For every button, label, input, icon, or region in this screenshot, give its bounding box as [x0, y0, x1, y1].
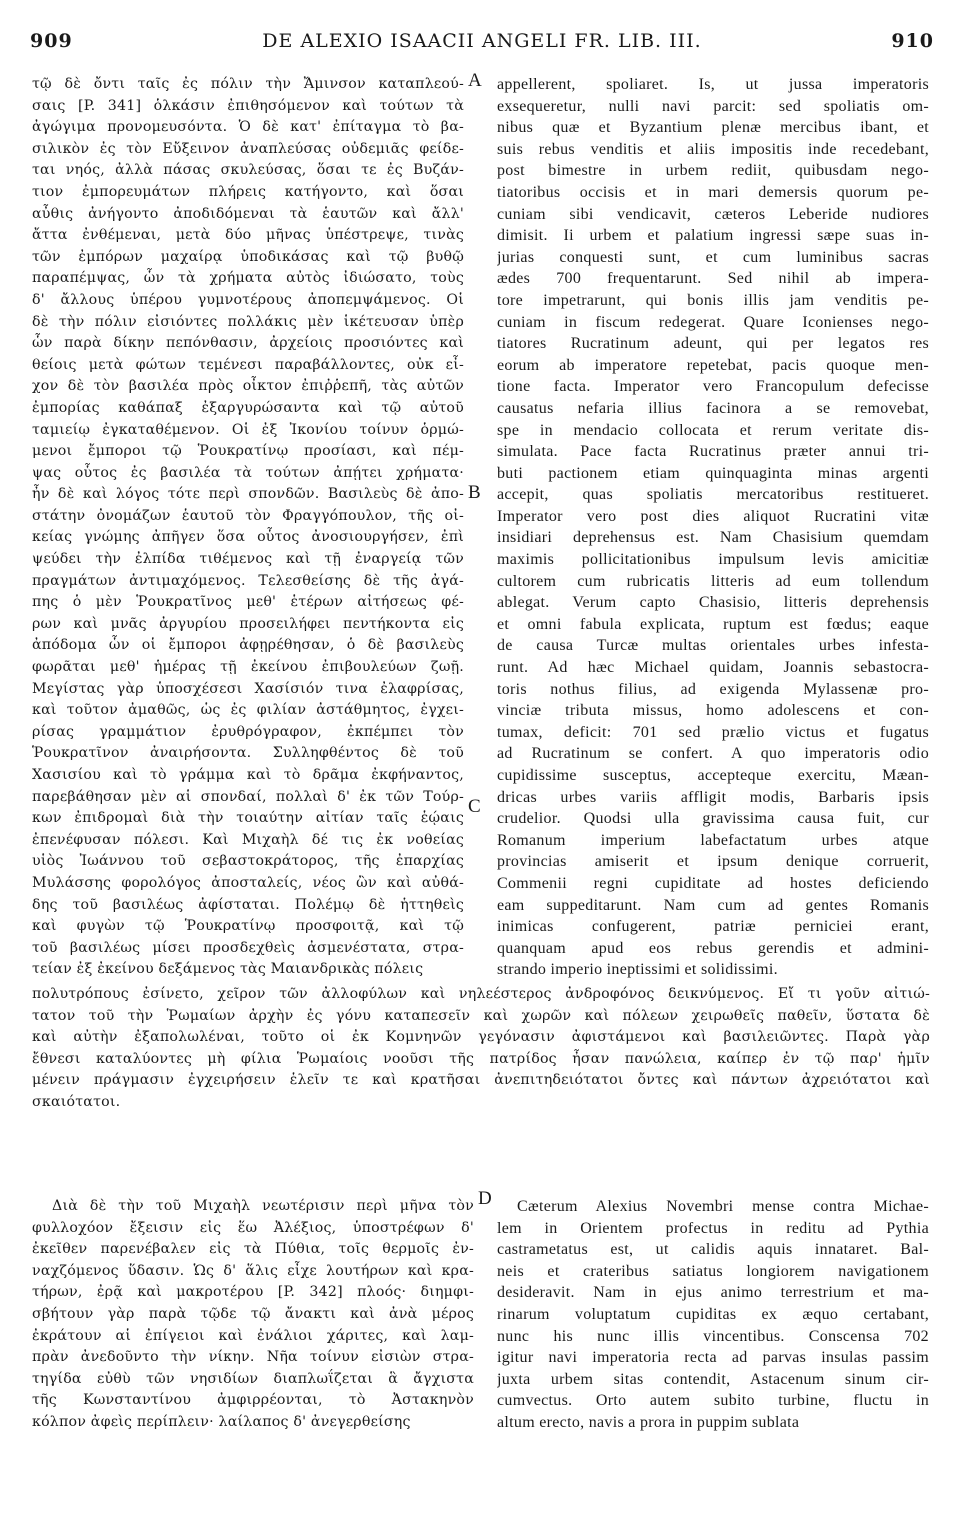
- text-line: desideravit. Nam in ejus animo terrestrium et ma-: [497, 1284, 929, 1302]
- greek-column-bottom: [32, 1196, 474, 1434]
- text-line: causatus nefaria illius facinora a se removebat,: [497, 399, 929, 417]
- left-page-number: 909: [30, 30, 73, 52]
- text-line: runt. Ad hæc Michael quidam, Joannis sebastocra-: [497, 659, 929, 677]
- text-line: de causa Turcæ multas orientales urbes infesta-: [497, 637, 929, 655]
- text-line: καὶ τοῦτον ἀμαθῶς, ὡς ἐς φιλίαν ἀστάθμητος, ἐγχει-: [32, 702, 464, 719]
- section-marker-c: C: [468, 796, 481, 817]
- text-line: crudelior. Quodsi ulla gravissima causa fuit, cur: [497, 810, 929, 828]
- text-line: Διὰ δὲ τὴν τοῦ Μιχαὴλ νεωτέρισιν περὶ μῆνα τὸν: [52, 1198, 474, 1214]
- text-line: cuniam in fiscum redegerat. Quare Iconienses nego-: [497, 313, 929, 331]
- text-line: cupidissime susceptus, accepteque exercitu, Mæan-: [497, 767, 929, 784]
- text-line: appellerent, spoliaret. Is, ut jussa imperatoris: [497, 76, 929, 93]
- text-line: dimisit. Ii urbem et palatium ingressi sæpe suas in-: [497, 227, 929, 245]
- text-line: ὧν παρὰ δίκην πεπόνθασιν, ἀρχείοις προσιόντες καὶ: [32, 335, 464, 352]
- text-line: κείας γνώμης ἀπῆγεν ὅσα οὗτος ἀνοσιουργήσεν, ἐπὶ: [32, 529, 464, 546]
- running-title: DE ALEXIO ISAACII ANGELI FR. LIB. III.: [262, 30, 702, 52]
- right-page-number: 910: [891, 30, 934, 52]
- greek-column-top: [32, 74, 464, 981]
- latin-column-bottom: [497, 1196, 929, 1434]
- text-line: provincias amiserit et ipsum denique corruerit,: [497, 853, 929, 871]
- text-line: τῷ δὲ ὄντι ταῖς ἐς πόλιν τὴν Ἄμινσον καταπλεού-: [32, 76, 464, 92]
- text-line: παραπέμψας, ὧν τὰ χρήματα αὐτὸς ἰδιώσατο, τοὺς: [32, 270, 464, 287]
- section-marker-b: B: [468, 482, 481, 503]
- text-line: τείαν ἐξ ἐκείνου δεξάμενος τὰς Μαιανδρικὰς πόλεις: [32, 961, 424, 978]
- text-line: ρων καὶ μνᾶς ἀργυρίου προσειλήφει πεντήκοντα εἰς: [32, 615, 464, 632]
- text-line: καὶ αὐτὴν ἐξαπολωλέναι, τοῦτο οἱ ἐκ Κομνηνῶν γεγόνασιν ἀφιστάμενοι καὶ βασιλειῶντες. Παρὰ γὰρ: [32, 1029, 930, 1046]
- text-line: juxta urbem sitas contendit, Astacenum sinum cir-: [497, 1370, 929, 1388]
- text-line: toris nothus filius, ad exigenda Mylassenæ pro-: [497, 680, 929, 698]
- text-line: ἐκεῖθεν παρενέβαλεν εἰς τὰ Πύθια, τοῖς θερμοῖς ἐν-: [32, 1241, 474, 1258]
- text-line: Commenii regni cupiditate ad hostes deficiendo: [497, 874, 929, 892]
- text-line: σκαιότατοι.: [32, 1093, 121, 1110]
- text-line: κόλπον ἀφεὶς περίπλειν· λαίλαπος δ' ἀνεγερθείσης: [32, 1413, 411, 1430]
- text-line: ἐπενέφυσαν πόλεσι. Καὶ Μιχαὴλ δέ τις ἐκ νοθείας: [32, 831, 464, 848]
- text-line: μένειν πράγμασιν ἐγχειρήσειν ἑλεῖν τε καὶ κρατῆσαι ἀνεπιτηδειότατοι ὄντες καὶ πάντων ἀχρειότατοι καὶ: [32, 1072, 930, 1089]
- text-line: spe in mendacio collocata et rerum veritate dis-: [497, 421, 929, 439]
- text-line: tumax, deficit: 701 sed prælio victus et fugatus: [497, 723, 929, 741]
- text-line: τηγίδα εὐθὺ τῶν νησιδίων διαπλωΐζεται ἃ ἄγχιστα: [32, 1370, 474, 1387]
- text-line: ταμιείῳ ἐγκαταθέμενον. Οἱ ἐξ Ἰκονίου τοίνυν ὁρμώ-: [32, 421, 464, 438]
- text-line: lem in Orientem profectus in reditu ad Pythia: [497, 1219, 929, 1237]
- text-line: ψας οὗτος ἐς βασιλέα τὰ τούτων ἀπῄτει χρήματα·: [32, 464, 464, 481]
- text-line: ἐμπορίας καθάπαξ ἐξαργυρώσαντα καὶ τῷ αὐτοῦ: [32, 399, 464, 416]
- text-line: tiatoribus occisis et in mari demersis quorum pe-: [497, 183, 929, 201]
- text-line: accepit, quas spoliatis mercatoribus restitueret.: [497, 486, 929, 504]
- text-line: σαις [P. 341] ὁλκάσιν ἐπιθησόμενον καὶ τούτων τὰ: [32, 97, 464, 114]
- text-line: ἔθνεσι καταλύοντες μὴ φίλια Ῥωμαίοις νοοῦσι τῆς πατρίδος ἦσαν πανώλεια, καίπερ ἐν τῷ παρ' ἡμῖν: [32, 1050, 930, 1067]
- text-line: castrametatus est, ut calidis aquis innataret. Bal-: [497, 1241, 929, 1259]
- text-line: κων ἐπιδρομαὶ διὰ τὴν τοιαύτην αἰτίαν ταῖς ἑῴαις: [32, 810, 464, 827]
- text-line: δης τοῦ βασιλέως ἀφίσταται. Πολέμῳ δὲ ἡττηθεὶς: [32, 896, 464, 913]
- text-line: cuniam sibi vendicavit, cæteros Leberide nudiores: [497, 205, 929, 223]
- text-line: ρίσας γραμμάτιον ἐρυθρόγραφον, ἐκπέμπει τὸν: [32, 723, 464, 740]
- text-line: μενοι ἔμποροι τῷ Ῥουκρατίνῳ προσίασι, καὶ πέμ-: [32, 443, 464, 460]
- text-line: σιλικὸν ἐς τὸν Εὔξεινον ἀναπλεύσας οὐδεμιᾶς φείδε-: [32, 140, 464, 157]
- text-line: ædes 700 frequentarunt. Sed nihil ab impera-: [497, 270, 929, 288]
- text-line: strando imperio ineptissimi et solidissimi.: [497, 961, 778, 979]
- text-line: simulata. Pace facta Rucratinus præter annui tri-: [497, 443, 929, 461]
- text-line: eam suppeditarunt. Nam cum ad gentes Romanis: [497, 896, 929, 914]
- text-line: tione facta. Imperator vero Francopulum defecisse: [497, 378, 929, 396]
- text-line: vinciæ tributa missus, homo adolescens et con-: [497, 702, 929, 720]
- text-line: ναχζόμενος ὕδασιν. Ὡς δ' ἅλις εἶχε λουτήρων καὶ κρα-: [32, 1262, 474, 1279]
- text-line: nibus quæ et Byzantium plenæ mercibus ibant, et: [497, 119, 929, 137]
- text-line: ad Rucratinum se confert. A quo imperatoris odio: [497, 745, 929, 763]
- text-line: nunc his nunc illis vincentibus. Conscensa 702: [497, 1327, 929, 1345]
- text-line: Μυλάσσης φορολόγος ἀποσταλείς, νέος ὢν καὶ αὐθά-: [32, 874, 464, 891]
- text-line: υἱὸς Ἰωάννου τοῦ σεβαστοκράτορος, τῆς ἐπαρχίας: [32, 853, 464, 870]
- text-line: dricas urbes variis affligit modis, Barbaris ipsis: [497, 788, 929, 806]
- text-line: cultorem cum rubricatis litteris ad eum tollendum: [497, 572, 929, 590]
- text-line: ται νηός, ἀλλὰ πάσας σκυλεύσας, ὅσαι τε ἐς Βυζάν-: [32, 162, 464, 179]
- text-line: et omni fabula explicata, ruptum est fœdus; eaque: [497, 615, 929, 633]
- text-line: post bimestre in urbem rediit, quibusdam nego-: [497, 162, 929, 180]
- text-line: tiatores Rucratinum adeunt, qui per legatos res: [497, 335, 929, 353]
- text-line: eorum ab imperatore repetebat, pacis quoque men-: [497, 356, 929, 374]
- text-line: παρεβάθησαν μὲν αἱ σπονδαί, πολλαὶ δ' ἐκ τῶν Τούρ-: [32, 788, 464, 805]
- text-line: maximis pollicitationibus impulsum levis amicitiæ: [497, 551, 929, 569]
- text-line: cumvectus. Orto autem subito turbine, fluctu in: [497, 1392, 929, 1410]
- text-line: αὖθις ἀνήγοντο ἀποδιδόμεναι τὰ ἑαυτῶν καὶ ἄλλ': [32, 205, 464, 222]
- text-line: jurias conquesti sunt, et cum luminibus sacras: [497, 248, 929, 266]
- text-line: Μεγίστας γὰρ ὑποσχέσεσι Χασίσιόν τινα ἐλαφρίσας,: [32, 680, 464, 697]
- text-line: quanquam apud eos rebus gerendis et admini-: [497, 939, 929, 957]
- text-line: ablegat. Verum capto Chasisio, litteris deprehensis: [497, 594, 929, 612]
- greek-full-width-paragraph: [32, 984, 930, 1114]
- text-line: inimicas confugerent, patriæ perniciei erant,: [497, 918, 929, 936]
- text-line: Ῥουκρατῖνον ἀναιρήσοντα. Συλληφθέντος δὲ τοῦ: [32, 745, 464, 762]
- text-line: τατον τοῦ τὴν Ῥωμαίων ἀρχὴν ἐς γόνυ καταπεσεῖν καὶ χωρῶν καὶ πόλεων χειρωθεῖς παθεῖν, ὕστατα δὲ: [32, 1007, 930, 1024]
- text-line: suis rebus venditis et aliis impositis inde recedebant,: [497, 140, 929, 158]
- text-line: ἄττα ἐνθέμεναι, μετὰ δύο μῆνας ὑπέστρεψε, τινὰς: [32, 227, 464, 244]
- section-marker-d: D: [478, 1188, 492, 1209]
- text-line: rinarum voluptatum cupiditas ex æquo certabant,: [497, 1305, 929, 1323]
- text-line: πης ὁ μὲν Ῥουκρατῖνος μεθ' ἑτέρων αἰτήσεως φέ-: [32, 594, 464, 611]
- text-line: σβήτουν γὰρ παρὰ τῷδε τῷ ἄνακτι καὶ ἀνὰ μέρος: [32, 1305, 474, 1322]
- text-line: δ' ἄλλους ὑπέρου γυμνοτέρους ἀποπεμψάμενος. Οἱ: [32, 291, 464, 308]
- text-line: tore impetrarunt, qui bonis illis jam venditis pe-: [497, 291, 929, 309]
- page-header: [30, 30, 934, 60]
- text-line: altum erecto, navis a prora in puppim sublata: [497, 1413, 800, 1431]
- section-marker-a: A: [468, 70, 482, 91]
- text-line: insidiari deprehensus est. Nam Chasisium quemdam: [497, 529, 929, 547]
- text-line: ἀπόδομα ὧν οἱ ἔμποροι ἀφῃρέθησαν, ὁ δὲ βασιλεὺς: [32, 637, 464, 654]
- text-line: δὲ τὴν πόλιν εἰσιόντες πολλάκις μὲν ἱκέτευσαν ὑπὲρ: [32, 313, 464, 330]
- text-line: Χασισίου καὶ τὸ γράμμα καὶ τὸ δρᾶμα ἐκφήναντος,: [32, 767, 464, 783]
- text-line: ἀγώγιμα προνομευσόντα. Ὁ δὲ κατ' ἐπίταγμα τὸ βα-: [32, 119, 464, 136]
- text-line: καὶ φυγὼν τῷ Ῥουκρατίνῳ προσφοιτᾷ, καὶ τῷ: [32, 918, 464, 935]
- text-line: Romanum imperium labefactatum urbes atque: [497, 831, 929, 849]
- text-line: χον δὲ τὸν βασιλέα πρὸς οἶκτον ἐπιῤῥεπῆ, τὰς αὐτῶν: [32, 378, 464, 395]
- text-line: στάτην ὀνομάζων ἑαυτοῦ τὸν Φραγγόπουλον, τῆς οἰ-: [32, 507, 464, 524]
- text-line: exsequeretur, nulli navi parcit: sed spoliatis om-: [497, 97, 929, 115]
- text-line: πραγμάτων ἀντιμαχόμενος. Τελεσθείσης δὲ τῆς ἀγά-: [32, 572, 464, 589]
- text-line: igitur navi imperatoria recta ad parvas insulas passim: [497, 1349, 929, 1367]
- text-line: Cæterum Alexius Novembri mense contra Michae-: [517, 1198, 929, 1215]
- text-line: buti pactionem etiam quinquaginta minas argenti: [497, 464, 929, 482]
- text-line: φυλλοχόον ἔξεισιν εἰς ἕω Ἀλέξιος, ὑποστρέφων δ': [32, 1219, 474, 1236]
- text-line: ἐκράτουν αἱ ἐπίγειοι καὶ ἐνάλιοι χάριτες, καὶ λαμ-: [32, 1327, 474, 1344]
- text-line: πρὰν ἀνεδοῦντο τὴν νίκην. Νῆα τοίνυν εἰσιὼν στρα-: [32, 1349, 474, 1366]
- text-line: τοῦ βασιλέως μίσει προσδεχθεὶς ἀσμενέστατα, στρα-: [32, 939, 464, 956]
- text-line: τιον ἐμπορευμάτων πλήρεις κατήγοντο, καὶ ὅσαι: [32, 183, 464, 200]
- text-line: τῶν ἐμπόρων μαχαίρᾳ ὑποδικάσας καὶ τῷ βυθῷ: [32, 248, 464, 265]
- text-line: πολυτρόπους ἐσίνετο, χεῖρον τῶν ἀλλοφύλων καὶ νηλεέστερος ἀνδροφόνος δεικνύμενος. Εἴ τι γοῦν αἰτιώ-: [32, 986, 930, 1002]
- text-line: τήρων, ἐρᾷ καὶ μακροτέρου [P. 342] πλοός· διημφι-: [32, 1284, 474, 1301]
- text-line: ψεύδει τὴν ἐλπίδα τιθέμενος καὶ τῇ ἐναργείᾳ τῶν: [32, 551, 464, 568]
- text-line: Imperator vero post dies aliquot Rucratini vitæ: [497, 507, 929, 525]
- text-line: ἦν δὲ καὶ λόγος τότε περὶ σπονδῶν. Βασιλεὺς δὲ ἀπο-: [32, 486, 464, 503]
- text-line: neis et crateribus satiatus longiorem navigationem: [497, 1262, 929, 1280]
- text-line: τῆς Κωνσταντίνου ἀμφιρρέονται, τὸ Ἀστακηνὸν: [32, 1392, 474, 1409]
- latin-column-top: [497, 74, 929, 981]
- text-line: φωρᾶται μεθ' ἡμέρας τῇ ἐκείνου ἐπιβουλεύων ζωῇ.: [32, 659, 464, 676]
- text-line: θείοις μετὰ φώτων τεμένεσι παραβάλλοντες, οὐκ εἶ-: [32, 356, 464, 373]
